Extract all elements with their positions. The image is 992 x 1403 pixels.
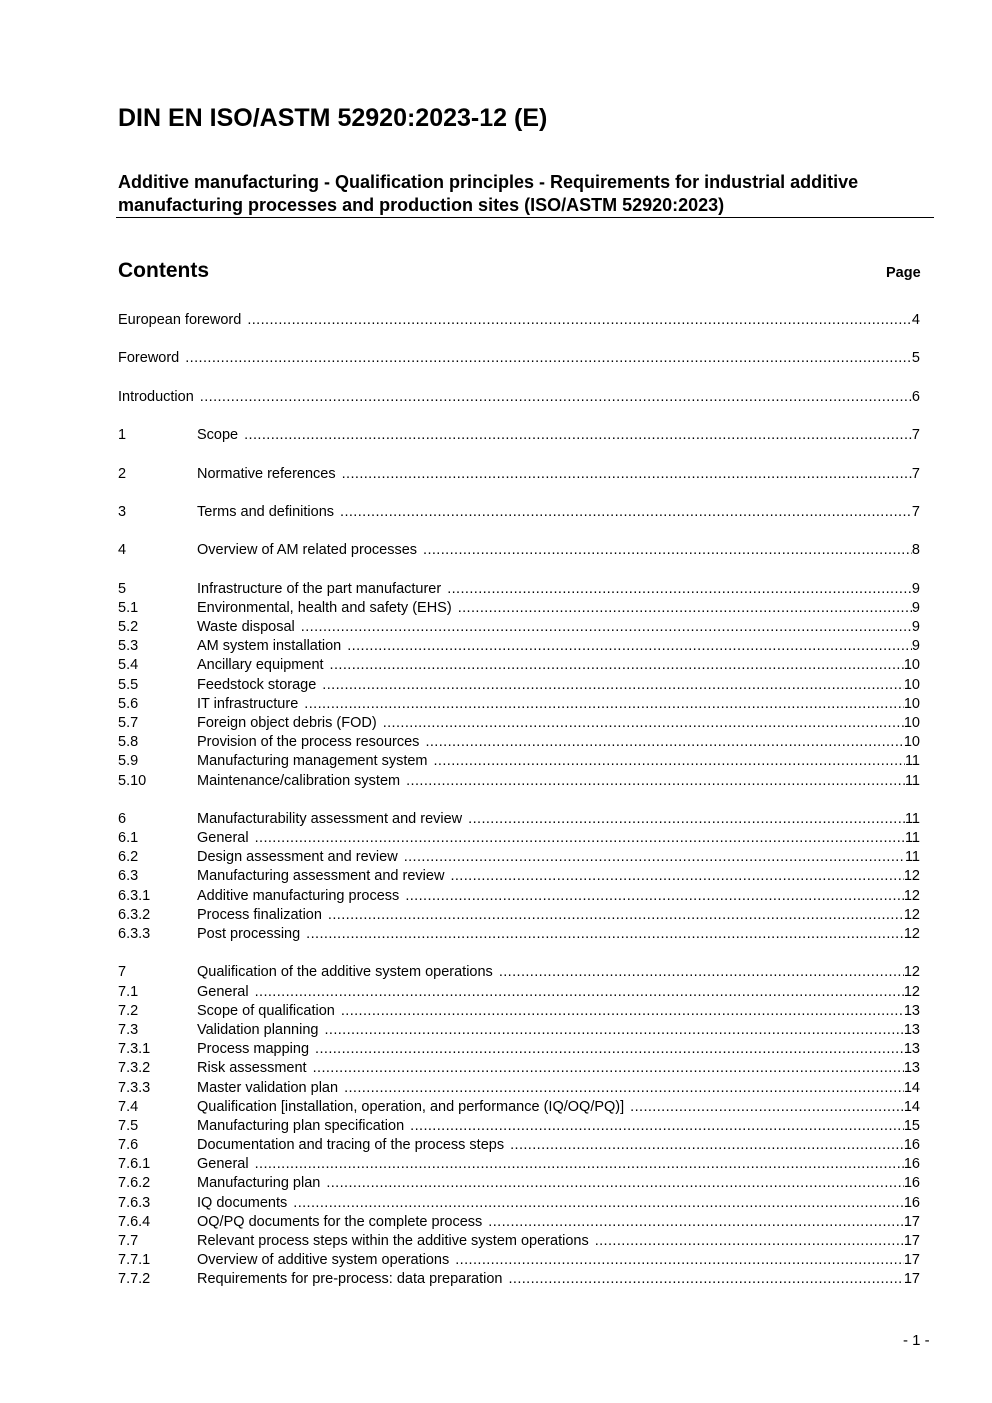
toc-entry-number: 5.10 xyxy=(118,772,147,789)
dot-leader xyxy=(301,618,912,637)
dot-leader xyxy=(255,829,905,848)
toc-entry-number: 5.5 xyxy=(118,676,139,693)
dot-leader xyxy=(447,580,912,599)
toc-entry-page: 16 xyxy=(903,1194,920,1211)
toc-entry-page: 9 xyxy=(911,619,920,635)
toc-entry[interactable] xyxy=(118,925,920,944)
toc-entry-number: 7.6.4 xyxy=(118,1213,151,1230)
toc-entry-page: 14 xyxy=(903,1098,920,1115)
toc-entry-title: Manufacturing plan xyxy=(197,1175,321,1192)
toc-entry-page: 17 xyxy=(903,1233,920,1249)
toc-entry[interactable] xyxy=(118,580,920,599)
dot-leader xyxy=(406,772,905,791)
toc-entry-title: Ancillary equipment xyxy=(197,657,324,674)
dot-leader xyxy=(328,906,904,925)
toc-entry-number: 6.3.3 xyxy=(118,926,151,942)
toc-entry-page: 13 xyxy=(903,1002,920,1019)
toc-entry-page: 10 xyxy=(903,714,920,731)
toc-entry-number: 6.3 xyxy=(118,868,139,885)
toc-entry-number: 7.3.1 xyxy=(118,1041,151,1058)
toc-entry-title: Process finalization xyxy=(197,906,322,923)
document-title: DIN EN ISO/ASTM 52920:2023-12 (E) xyxy=(118,104,548,132)
dot-leader xyxy=(306,925,904,944)
toc-entry-title: Qualification of the additive system operations xyxy=(197,964,493,981)
dot-leader xyxy=(322,676,904,695)
toc-entry[interactable] xyxy=(118,1194,920,1213)
toc-entry-title: Risk assessment xyxy=(197,1060,307,1077)
dot-leader xyxy=(315,1040,904,1059)
toc-entry-number: 7.3.3 xyxy=(118,1079,151,1096)
toc-entry-title: Foreign object debris (FOD) xyxy=(197,714,377,731)
toc-entry[interactable] xyxy=(118,829,920,848)
toc-entry-title: Infrastructure of the part manufacturer xyxy=(197,580,442,597)
dot-leader xyxy=(326,1174,904,1193)
toc-entry-number: 7.7 xyxy=(118,1233,139,1249)
toc-entry-page: 10 xyxy=(903,695,920,712)
dot-leader xyxy=(405,887,904,906)
toc-entry-number: 5.4 xyxy=(118,657,139,674)
dot-leader xyxy=(185,349,912,368)
toc-entry-number: 6 xyxy=(118,810,127,827)
toc-entry[interactable] xyxy=(118,618,920,637)
toc-entry-title: Manufacturing plan specification xyxy=(197,1117,405,1134)
toc-entry[interactable] xyxy=(118,1270,920,1289)
toc-entry-number: 5.3 xyxy=(118,638,139,655)
toc-entry[interactable] xyxy=(118,906,920,925)
toc-entry[interactable] xyxy=(118,676,920,695)
toc-entry[interactable] xyxy=(118,848,920,867)
toc-entry-page: 16 xyxy=(903,1175,920,1192)
toc-entry[interactable] xyxy=(118,1213,920,1232)
toc-entry-title: Foreword xyxy=(118,350,180,367)
toc-entry-page: 4 xyxy=(911,312,920,328)
toc-entry[interactable] xyxy=(118,388,920,407)
toc-entry-title: Normative references xyxy=(197,465,336,482)
toc-entry-number: 4 xyxy=(118,542,127,559)
toc-entry-page: 5 xyxy=(911,350,920,367)
toc-entry-page: 10 xyxy=(903,657,920,674)
toc-entry-title: Documentation and tracing of the process steps xyxy=(197,1137,505,1154)
toc-entry-title: Environmental, health and safety (EHS) xyxy=(197,599,452,616)
toc-entry-page: 11 xyxy=(904,830,920,847)
toc-entry[interactable] xyxy=(118,311,920,330)
toc-entry-number: 7.4 xyxy=(118,1098,139,1115)
toc-entry-title: European foreword xyxy=(118,312,242,328)
toc-entry-page: 16 xyxy=(903,1137,920,1154)
dot-leader xyxy=(255,1155,904,1174)
toc-entry-title: Waste disposal xyxy=(197,619,295,635)
toc-entry-number: 7.6.3 xyxy=(118,1194,151,1211)
dot-leader xyxy=(425,733,903,752)
toc-entry-number: 6.3.1 xyxy=(118,887,151,904)
toc-entry-page: 12 xyxy=(903,983,920,1000)
toc-entry[interactable] xyxy=(118,772,920,791)
toc-entry-title: IQ documents xyxy=(197,1194,288,1211)
toc-entry-page: 12 xyxy=(903,926,920,942)
toc-entry[interactable] xyxy=(118,1002,920,1021)
toc-entry[interactable] xyxy=(118,1021,920,1040)
toc-entry-title: Scope of qualification xyxy=(197,1002,335,1019)
dot-leader xyxy=(347,637,912,656)
toc-entry-title: Overview of AM related processes xyxy=(197,542,418,559)
toc-entry-page: 9 xyxy=(911,638,920,655)
toc-entry-number: 2 xyxy=(118,465,127,482)
dot-leader xyxy=(508,1270,903,1289)
toc-entry-title: Manufacturing management system xyxy=(197,753,428,770)
dot-leader xyxy=(313,1059,904,1078)
toc-entry-page: 11 xyxy=(904,753,920,770)
toc-entry-number: 6.2 xyxy=(118,849,139,866)
dot-leader xyxy=(450,867,903,886)
toc-entry[interactable] xyxy=(118,656,920,675)
toc-entry[interactable] xyxy=(118,983,920,1002)
dot-leader xyxy=(293,1194,904,1213)
toc-entry[interactable] xyxy=(118,752,920,771)
toc-entry-number: 7.6 xyxy=(118,1137,139,1154)
toc-entry-page: 9 xyxy=(911,599,920,616)
toc-entry-title: Scope xyxy=(197,427,239,444)
toc-entry-title: Qualification [installation, operation, and performance (IQ/OQ/PQ)] xyxy=(197,1098,625,1115)
contents-heading: Contents xyxy=(118,259,209,282)
toc-entry-number: 5.2 xyxy=(118,619,139,635)
toc-entry-number: 5.8 xyxy=(118,734,139,751)
toc-entry-page: 9 xyxy=(911,580,920,597)
toc-entry[interactable] xyxy=(118,349,920,368)
toc-entry-page: 11 xyxy=(904,772,920,789)
dot-leader xyxy=(244,426,912,445)
toc-entry-page: 13 xyxy=(903,1060,920,1077)
dot-leader xyxy=(434,752,905,771)
toc-entry-title: General xyxy=(197,1156,249,1173)
toc-entry-page: 10 xyxy=(903,676,920,693)
toc-entry[interactable] xyxy=(118,714,920,733)
toc-entry-title: Requirements for pre-process: data preparation xyxy=(197,1271,503,1288)
toc-entry[interactable] xyxy=(118,503,920,522)
dot-leader xyxy=(304,695,904,714)
toc-entry-title: Validation planning xyxy=(197,1021,319,1038)
toc-entry-page: 11 xyxy=(904,849,920,866)
toc-entry-page: 12 xyxy=(903,906,920,923)
toc-entry-title: Design assessment and review xyxy=(197,849,398,866)
toc-entry-title: IT infrastructure xyxy=(197,695,299,712)
toc-entry[interactable] xyxy=(118,1232,920,1251)
toc-entry-page: 13 xyxy=(903,1041,920,1058)
toc-entry-number: 7.6.1 xyxy=(118,1156,151,1173)
toc-entry-title: Process mapping xyxy=(197,1041,310,1058)
toc-entry-title: Manufacturing assessment and review xyxy=(197,868,445,885)
toc-entry-number: 7.3.2 xyxy=(118,1060,151,1077)
toc-entry[interactable] xyxy=(118,1059,920,1078)
toc-entry-page: 11 xyxy=(904,810,920,827)
toc-entry[interactable] xyxy=(118,867,920,886)
toc-entry-title: Manufacturability assessment and review xyxy=(197,810,463,827)
dot-leader xyxy=(595,1232,904,1251)
toc-entry-title: Relevant process steps within the additive system operations xyxy=(197,1233,589,1249)
dot-leader xyxy=(342,465,912,484)
dot-leader xyxy=(344,1079,904,1098)
toc-entry[interactable] xyxy=(118,541,920,560)
toc-entry[interactable] xyxy=(118,637,920,656)
toc-entry[interactable] xyxy=(118,733,920,752)
dot-leader xyxy=(247,311,912,330)
toc-entry-title: Additive manufacturing process xyxy=(197,887,400,904)
dot-leader xyxy=(255,983,904,1002)
dot-leader xyxy=(488,1213,904,1232)
toc-entry-number: 7.5 xyxy=(118,1117,139,1134)
toc-entry[interactable] xyxy=(118,1117,920,1136)
toc-entry-number: 6.3.2 xyxy=(118,906,151,923)
toc-entry-title: Master validation plan xyxy=(197,1079,339,1096)
toc-entry-page: 7 xyxy=(911,427,920,444)
toc-entry-title: Maintenance/calibration system xyxy=(197,772,401,789)
toc-entry-page: 16 xyxy=(903,1156,920,1173)
toc-entry-number: 1 xyxy=(118,427,127,444)
toc-entry-page: 6 xyxy=(911,388,920,405)
dot-leader xyxy=(383,714,904,733)
toc-entry-number: 7.1 xyxy=(118,983,139,1000)
title-divider xyxy=(116,217,934,218)
dot-leader xyxy=(458,599,912,618)
toc-entry-title: Introduction xyxy=(118,388,194,405)
toc-entry-page: 15 xyxy=(903,1117,920,1134)
toc-entry-number: 5.7 xyxy=(118,714,139,731)
toc-entry-title: OQ/PQ documents for the complete process xyxy=(197,1213,483,1230)
toc-entry-number: 7.7.1 xyxy=(118,1252,151,1269)
toc-entry[interactable] xyxy=(118,887,920,906)
dot-leader xyxy=(200,388,912,407)
toc-entry[interactable] xyxy=(118,1155,920,1174)
toc-entry-page: 12 xyxy=(903,887,920,904)
toc-entry[interactable] xyxy=(118,1251,920,1270)
toc-entry-page: 10 xyxy=(903,734,920,751)
toc-entry-page: 8 xyxy=(911,542,920,559)
dot-leader xyxy=(410,1117,904,1136)
toc-entry[interactable] xyxy=(118,1079,920,1098)
toc-entry-number: 7.6.2 xyxy=(118,1175,151,1192)
toc-entry-title: Provision of the process resources xyxy=(197,734,420,751)
dot-leader xyxy=(468,810,905,829)
page-column-heading: Page xyxy=(886,265,921,281)
toc-entry-number: 5.6 xyxy=(118,695,139,712)
toc-entry-number: 5 xyxy=(118,580,127,597)
toc-entry-title: Feedstock storage xyxy=(197,676,317,693)
toc-entry-page: 17 xyxy=(903,1252,920,1269)
toc-entry[interactable] xyxy=(118,1136,920,1155)
toc-entry[interactable] xyxy=(118,465,920,484)
toc-entry-page: 12 xyxy=(903,868,920,885)
dot-leader xyxy=(404,848,905,867)
toc-entry[interactable] xyxy=(118,1098,920,1117)
toc-entry[interactable] xyxy=(118,426,920,445)
toc-entry[interactable] xyxy=(118,810,920,829)
dot-leader xyxy=(423,541,912,560)
dot-leader xyxy=(330,656,904,675)
toc-entry-page: 17 xyxy=(903,1213,920,1230)
toc-entry-page: 13 xyxy=(903,1021,920,1038)
table-of-contents xyxy=(118,311,920,1290)
toc-entry-number: 3 xyxy=(118,503,127,520)
toc-entry-page: 14 xyxy=(903,1079,920,1096)
toc-entry-title: AM system installation xyxy=(197,638,342,655)
toc-entry-title: Terms and definitions xyxy=(197,503,335,520)
toc-entry-title: Post processing xyxy=(197,926,301,942)
toc-entry-number: 7.7.2 xyxy=(118,1271,151,1288)
dot-leader xyxy=(630,1098,904,1117)
toc-entry-number: 5.1 xyxy=(118,599,139,616)
toc-entry[interactable] xyxy=(118,963,920,982)
toc-entry-page: 12 xyxy=(903,964,920,981)
toc-entry[interactable] xyxy=(118,599,920,618)
toc-entry-page: 7 xyxy=(911,465,920,482)
toc-entry-page: 17 xyxy=(903,1271,920,1288)
dot-leader xyxy=(340,503,912,522)
toc-entry-title: General xyxy=(197,983,249,1000)
page-number: - 1 - xyxy=(903,1332,930,1349)
dot-leader xyxy=(341,1002,904,1021)
dot-leader xyxy=(510,1136,904,1155)
toc-entry-number: 7.2 xyxy=(118,1002,139,1019)
toc-entry-number: 7.3 xyxy=(118,1021,139,1038)
toc-entry[interactable] xyxy=(118,1040,920,1059)
toc-entry-page: 7 xyxy=(911,503,920,520)
document-subtitle: Additive manufacturing - Qualification principles - Requirements for industrial additive manufacturing processes and production sites (ISO/ASTM 52920:2023) xyxy=(118,172,859,215)
toc-entry-number: 5.9 xyxy=(118,753,139,770)
toc-entry[interactable] xyxy=(118,695,920,714)
toc-entry-number: 6.1 xyxy=(118,830,139,847)
toc-entry-title: General xyxy=(197,830,249,847)
toc-entry[interactable] xyxy=(118,1174,920,1193)
toc-entry-title: Overview of additive system operations xyxy=(197,1252,450,1269)
dot-leader xyxy=(455,1251,904,1270)
dot-leader xyxy=(324,1021,903,1040)
toc-entry-number: 7 xyxy=(118,964,127,981)
dot-leader xyxy=(499,963,904,982)
